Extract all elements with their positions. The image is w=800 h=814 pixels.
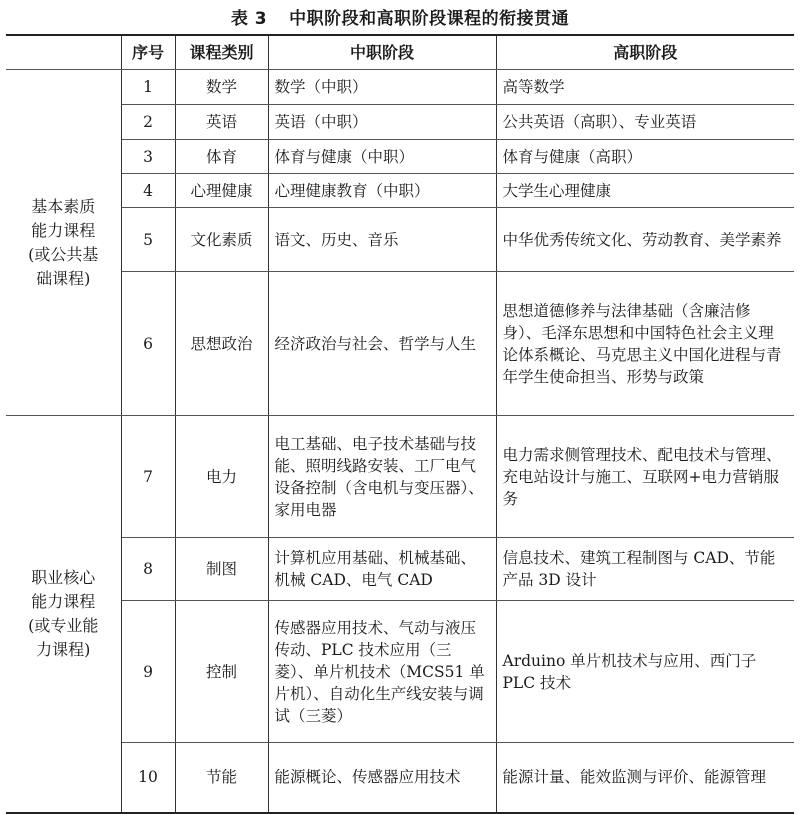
- row-no: 9: [121, 601, 175, 743]
- table-row: [6, 601, 794, 743]
- row-zhongzhi: 数学（中职）: [268, 70, 496, 105]
- table-row: [6, 70, 794, 105]
- row-gaozhi: 中华优秀传统文化、劳动教育、美学素养: [496, 208, 794, 272]
- table-row: [6, 416, 794, 538]
- row-gaozhi: 高等数学: [496, 70, 794, 105]
- header-row: [6, 35, 794, 70]
- row-category: 制图: [175, 538, 268, 601]
- row-gaozhi: 电力需求侧管理技术、配电技术与管理、充电站设计与施工、互联网+电力营销服务: [496, 416, 794, 538]
- row-category: 节能: [175, 743, 268, 813]
- row-zhongzhi: 电工基础、电子技术基础与技能、照明线路安装、工厂电气设备控制（含电机与变压器）、家用电器: [268, 416, 496, 538]
- table-caption: [0, 4, 800, 28]
- table-number: 表 3: [230, 9, 268, 29]
- row-no: 3: [121, 140, 175, 174]
- header-no: 序号: [121, 35, 175, 70]
- header-category: 课程类别: [175, 35, 268, 70]
- row-zhongzhi: 语文、历史、音乐: [268, 208, 496, 272]
- row-category: 心理健康: [175, 174, 268, 208]
- row-no: 1: [121, 70, 175, 105]
- table-row: [6, 140, 794, 174]
- row-category: 思想政治: [175, 272, 268, 416]
- row-no: 7: [121, 416, 175, 538]
- group-core: 职业核心 能力课程 (或专业能 力课程): [6, 416, 121, 813]
- row-zhongzhi: 传感器应用技术、气动与液压传动、PLC 技术应用（三菱）、单片机技术（MCS51 单片机）、自动化生产线安装与调试（三菱）: [268, 601, 496, 743]
- row-no: 10: [121, 743, 175, 813]
- row-no: 2: [121, 105, 175, 140]
- row-category: 体育: [175, 140, 268, 174]
- course-table: [6, 34, 794, 814]
- row-gaozhi: 大学生心理健康: [496, 174, 794, 208]
- table-title: 中职阶段和高职阶段课程的衔接贯通: [289, 9, 570, 29]
- table-row: [6, 538, 794, 601]
- row-zhongzhi: 心理健康教育（中职）: [268, 174, 496, 208]
- row-gaozhi: 公共英语（高职）、专业英语: [496, 105, 794, 140]
- row-gaozhi: 能源计量、能效监测与评价、能源管理: [496, 743, 794, 813]
- row-zhongzhi: 能源概论、传感器应用技术: [268, 743, 496, 813]
- table-row: [6, 208, 794, 272]
- row-category: 文化素质: [175, 208, 268, 272]
- row-zhongzhi: 英语（中职）: [268, 105, 496, 140]
- row-category: 英语: [175, 105, 268, 140]
- row-no: 6: [121, 272, 175, 416]
- table-row: [6, 743, 794, 813]
- row-category: 数学: [175, 70, 268, 105]
- row-gaozhi: Arduino 单片机技术与应用、西门子 PLC 技术: [496, 601, 794, 743]
- header-gaozhi: 高职阶段: [496, 35, 794, 70]
- row-zhongzhi: 计算机应用基础、机械基础、机械 CAD、电气 CAD: [268, 538, 496, 601]
- row-gaozhi: 思想道德修养与法律基础（含廉洁修身）、毛泽东思想和中国特色社会主义理论体系概论、马克思主义中国化进程与青年学生使命担当、形势与政策: [496, 272, 794, 416]
- header-group: [6, 35, 121, 70]
- table-row: [6, 174, 794, 208]
- row-category: 电力: [175, 416, 268, 538]
- row-no: 5: [121, 208, 175, 272]
- row-no: 8: [121, 538, 175, 601]
- group-basic: 基本素质 能力课程 (或公共基 础课程): [6, 70, 121, 416]
- table-row: [6, 105, 794, 140]
- row-category: 控制: [175, 601, 268, 743]
- header-zhongzhi: 中职阶段: [268, 35, 496, 70]
- row-zhongzhi: 体育与健康（中职）: [268, 140, 496, 174]
- row-gaozhi: 体育与健康（高职）: [496, 140, 794, 174]
- row-gaozhi: 信息技术、建筑工程制图与 CAD、节能产品 3D 设计: [496, 538, 794, 601]
- row-zhongzhi: 经济政治与社会、哲学与人生: [268, 272, 496, 416]
- table-row: [6, 272, 794, 416]
- row-no: 4: [121, 174, 175, 208]
